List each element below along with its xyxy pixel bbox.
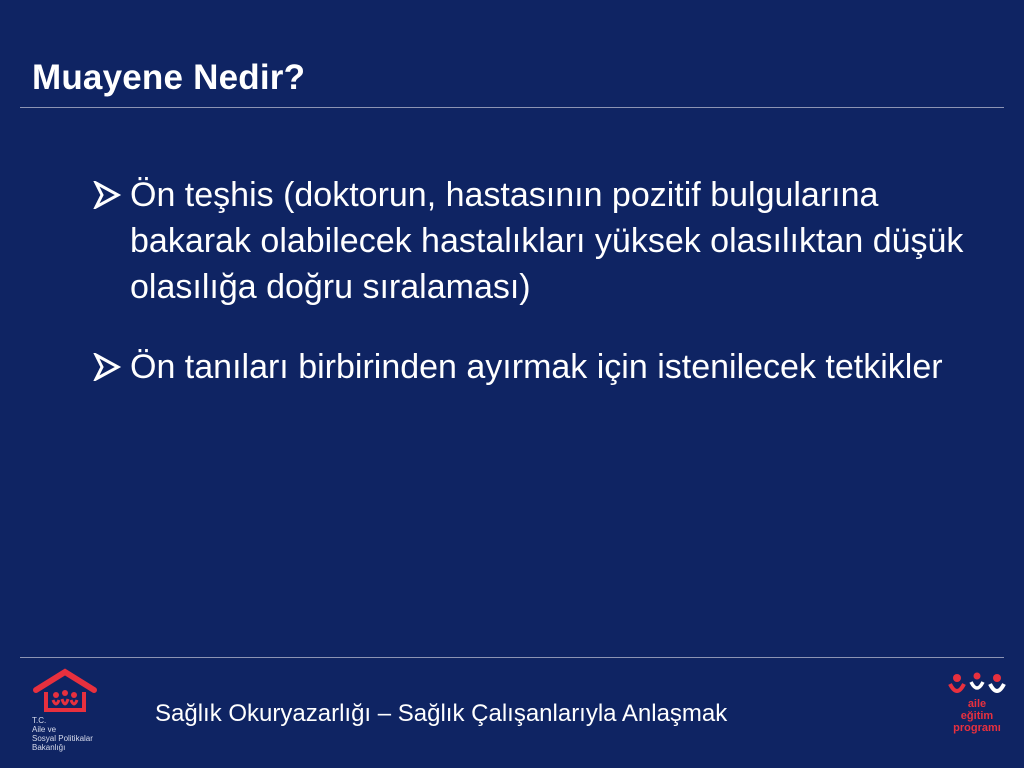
program-logo [944, 672, 1010, 752]
footer-caption: Sağlık Okuryazarlığı – Sağlık Çalışanlarıyla Anlaşmak [155, 700, 728, 727]
arrow-bullet-icon [92, 172, 126, 218]
bullet-item [92, 344, 992, 390]
ministry-logo [26, 668, 126, 758]
ministry-house-logo-icon [30, 668, 100, 716]
ministry-name: T.C. Aile ve Sosyal Politikalar Bakanlığı [32, 716, 93, 752]
title-divider [20, 107, 1004, 108]
bullet-list [92, 172, 992, 424]
arrow-bullet-icon [92, 344, 126, 390]
bullet-text: Ön teşhis (doktorun, hastasının pozitif bulgularına bakarak olabilecek hastalıkları yüksek olasılıktan düşük olasılığa doğru sıralaması) [130, 176, 964, 306]
aile-egitim-programi-logo-icon [944, 672, 1010, 698]
bullet-item [92, 172, 992, 310]
slide-title: Muayene Nedir? [32, 58, 306, 97]
program-name: aile eğitim programı [953, 698, 1001, 734]
bullet-text: Ön tanıları birbirinden ayırmak için istenilecek tetkikler [130, 348, 943, 386]
footer-divider [20, 657, 1004, 658]
